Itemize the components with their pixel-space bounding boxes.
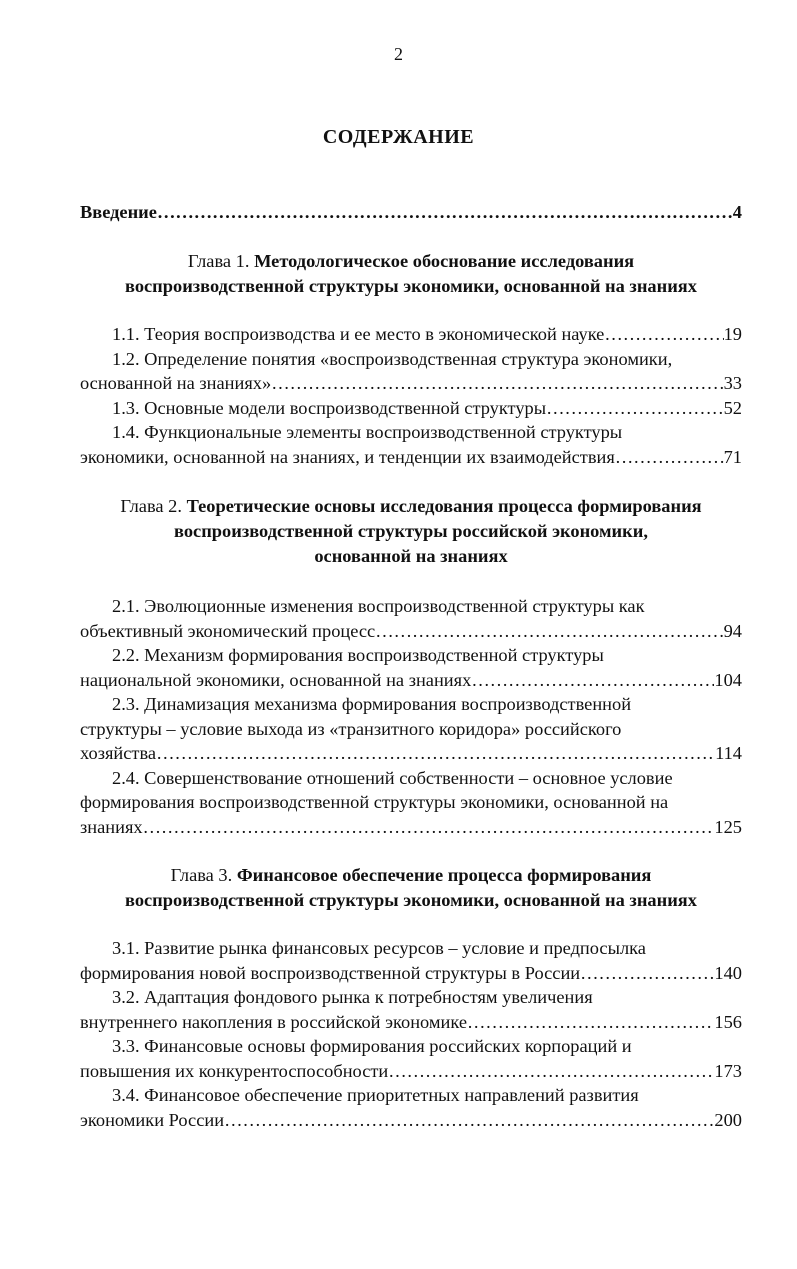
toc-entry-text: повышения их конкурентоспособности xyxy=(80,1060,389,1081)
leader-dots xyxy=(143,815,715,840)
toc-entry-3-1[interactable] xyxy=(80,961,742,986)
toc-entry-1-3[interactable] xyxy=(80,396,742,421)
toc-entry-1-1[interactable] xyxy=(80,322,742,347)
leader-dots xyxy=(580,961,714,986)
chapter-1-heading xyxy=(80,249,742,299)
chapter-1-sections xyxy=(80,322,742,469)
toc-entry-2-4[interactable] xyxy=(80,815,742,840)
toc-entry-page: 19 xyxy=(723,324,742,344)
toc-entry-3-1-line1[interactable]: 3.1. Развитие рынка финансовых ресурсов – условие и предпосылка xyxy=(112,938,646,958)
chapter-title: Финансовое обеспечение процесса формирования xyxy=(236,865,652,885)
leader-dots xyxy=(615,445,724,470)
chapter-title-cont: воспроизводственной структуры экономики, основанной на знаниях xyxy=(125,276,697,296)
toc-entry-3-2[interactable] xyxy=(80,1010,742,1035)
toc-entry-page: 140 xyxy=(714,962,742,983)
toc-entry-text: 1.3. Основные модели воспроизводственной структуры xyxy=(112,397,547,418)
toc-entry-2-3-line1[interactable]: 2.3. Динамизация механизма формирования воспроизводственной xyxy=(112,694,632,714)
chapter-title-cont: основанной на знаниях xyxy=(314,546,508,566)
toc-entry-2-3-line2[interactable]: структуры – условие выхода из «транзитного коридора» российского xyxy=(80,718,622,739)
leader-dots xyxy=(156,741,715,766)
toc-entry-1-4[interactable] xyxy=(80,445,742,470)
toc-entry-text: формирования новой воспроизводственной структуры в России xyxy=(80,962,581,983)
toc-entry-2-4-line2[interactable]: формирования воспроизводственной структуры экономики, основанной на xyxy=(80,792,669,812)
toc-entry-page: 114 xyxy=(715,743,742,763)
toc-intro-page: 4 xyxy=(732,202,742,222)
leader-dots xyxy=(604,322,723,347)
chapter-prefix: Глава 3. xyxy=(170,865,233,885)
chapter-title: Теоретические основы исследования процесса формирования xyxy=(186,496,702,516)
toc-entry-page: 94 xyxy=(723,620,742,641)
toc-entry-3-3[interactable] xyxy=(80,1059,742,1084)
toc-intro[interactable] xyxy=(80,200,742,225)
toc-entry-page: 156 xyxy=(714,1011,742,1032)
leader-dots xyxy=(467,1010,714,1035)
chapter-title-cont: воспроизводственной структуры российской экономики, xyxy=(174,521,648,541)
toc-entry-page: 33 xyxy=(723,373,742,393)
chapter-title: Методологическое обоснование исследования xyxy=(254,251,635,271)
toc-entry-page: 173 xyxy=(714,1060,742,1081)
toc-entry-page: 104 xyxy=(714,669,742,690)
toc-entry-1-4-line1[interactable]: 1.4. Функциональные элементы воспроизводственной структуры xyxy=(112,422,623,442)
page-title: СОДЕРЖАНИЕ xyxy=(322,126,475,148)
toc-entry-page: 52 xyxy=(723,397,742,418)
leader-dots xyxy=(224,1108,714,1133)
toc-entry-2-2-line1[interactable]: 2.2. Механизм формирования воспроизводственной структуры xyxy=(112,645,604,665)
chapter-title-cont: воспроизводственной структуры экономики, основанной на знаниях xyxy=(125,890,697,910)
toc-entry-2-2[interactable] xyxy=(80,668,742,693)
toc-entry-text: национальной экономики, основанной на знаниях xyxy=(80,669,472,690)
chapter-3-heading xyxy=(80,863,742,913)
toc-entry-3-2-line1[interactable]: 3.2. Адаптация фондового рынка к потребностям увеличения xyxy=(112,987,593,1007)
toc-entry-3-4-line1[interactable]: 3.4. Финансовое обеспечение приоритетных направлений развития xyxy=(112,1085,639,1105)
chapter-prefix: Глава 1. xyxy=(187,251,250,271)
toc-entry-3-3-line1[interactable]: 3.3. Финансовые основы формирования российских корпораций и xyxy=(112,1036,632,1056)
toc-entry-page: 71 xyxy=(723,446,742,467)
toc-entry-2-1-line1[interactable]: 2.1. Эволюционные изменения воспроизводственной структуры как xyxy=(112,596,645,616)
page-number: 2 xyxy=(394,44,403,64)
toc-entry-1-2[interactable] xyxy=(80,371,742,396)
toc-entry-2-3[interactable] xyxy=(80,741,742,766)
toc-entry-text: 1.1. Теория воспроизводства и ее место в экономической науке xyxy=(112,324,605,344)
toc-entry-text: экономики России xyxy=(80,1109,225,1130)
chapter-prefix: Глава 2. xyxy=(120,496,182,516)
toc-entry-text: объективный экономический процесс xyxy=(80,620,376,641)
chapter-2-heading xyxy=(80,494,742,569)
toc-entry-text: знаниях xyxy=(80,816,143,837)
toc-entry-2-1[interactable] xyxy=(80,619,742,644)
toc-entry-text: внутреннего накопления в российской экономике xyxy=(80,1011,468,1032)
toc-entry-text: хозяйства xyxy=(80,743,157,763)
chapter-2-sections xyxy=(80,594,742,839)
leader-dots xyxy=(388,1059,714,1084)
chapter-3-sections xyxy=(80,936,742,1132)
toc-entry-text: основанной на знаниях» xyxy=(80,373,272,393)
toc-entry-1-2-line1[interactable]: 1.2. Определение понятия «воспроизводственная структура экономики, xyxy=(112,348,673,369)
leader-dots xyxy=(471,668,714,693)
leader-dots xyxy=(271,371,723,396)
toc-intro-label: Введение xyxy=(80,202,157,222)
toc-entry-3-4[interactable] xyxy=(80,1108,742,1133)
toc-entry-page: 200 xyxy=(714,1109,742,1130)
toc-entry-2-4-line1[interactable]: 2.4. Совершенствование отношений собственности – основное условие xyxy=(112,767,673,788)
leader-dots xyxy=(546,396,724,421)
leader-dots xyxy=(375,619,723,644)
toc-entry-text: экономики, основанной на знаниях, и тенденции их взаимодействия xyxy=(80,446,615,467)
leader-dots xyxy=(157,200,733,225)
toc-entry-page: 125 xyxy=(714,816,742,837)
